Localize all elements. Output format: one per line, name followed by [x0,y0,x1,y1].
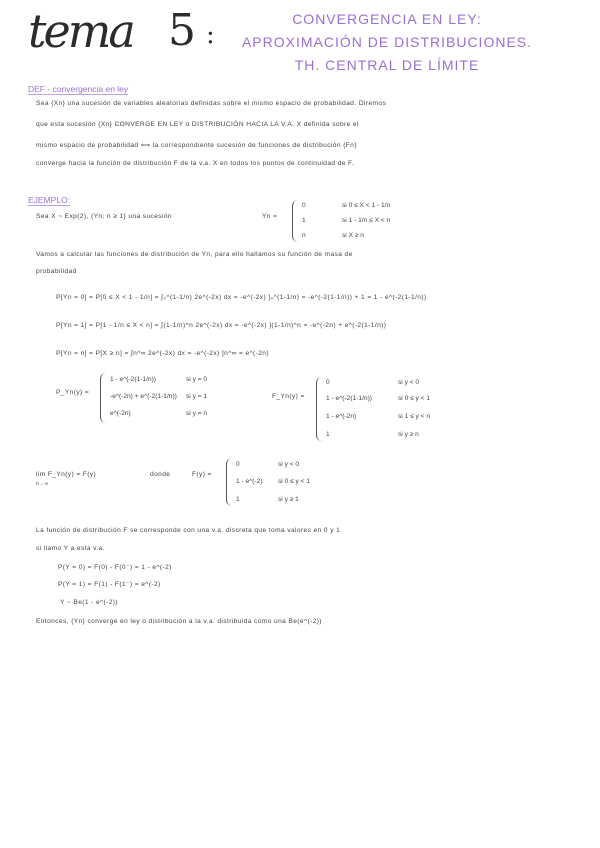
case-condition: si y = n [186,410,208,417]
case-condition: si y ≥ n [398,431,419,438]
brace-icon [316,377,323,441]
definition-line: mismo espacio de probabilidad ⟺ la correspondiente sucesión de funciones de distribución {Fn} [36,142,357,149]
y-probability: P(Y = 0) = F(0) - F(0⁻) = 1 - e^(-2) [58,564,172,571]
probability-line: P[Yn = 1] = P[1 - 1/n ≤ X < n] = ∫(1-1/n)^n 2e^(-2x) dx = -e^(-2x) ](1-1/n)^n = -e^(-2n) + e^(-2(1-1/n)) [56,322,387,329]
case-value: 1 [236,496,240,503]
example-heading: EJEMPLO: [28,195,71,205]
definition-line: converge hacia la función de distribución F de la v.a. X en todos los puntos de continuidad de F. [36,160,354,167]
case-value: 0 [302,202,306,209]
case-condition: si y = 0 [186,376,208,383]
pmf-label: P_Yn(y) = [56,389,90,396]
case-condition: si 0 ≤ y < 1 [278,478,311,485]
title-number: 5 [168,5,196,56]
cdf-label: F_Yn(y) = [272,393,305,400]
case-condition: si y ≥ 1 [278,496,299,503]
pmf-definition [100,373,270,425]
case-condition: si 0 ≤ y < 1 [398,395,431,402]
limit-donde: donde [150,471,171,478]
chapter-title-line: APROXIMACIÓN DE DISTRIBUCIONES. [241,34,533,50]
probability-line: P[Yn = n] = P[X ≥ n] = ∫n^∞ 2e^(-2x) dx = -e^(-2x) ]n^∞ = e^(-2n) [56,350,269,357]
case-value: 1 - e^(-2(1-1/n)) [326,395,372,402]
limit-f-definition [226,458,376,508]
chapter-title-line: CONVERGENCIA EN LEY: [292,11,482,27]
limit-expression: lim F_Yn(y) = F(y) [36,471,97,478]
case-condition: si y = 1 [186,393,208,400]
limit-f-label: F(y) = [192,471,212,478]
example-text: Vamos a calcular las funciones de distribución de Yn, para ello hallamos su función de masa de [36,251,353,258]
brace-icon [226,458,233,506]
yn-definition [292,200,492,244]
chapter-title-line: TH. CENTRAL DE LÍMITE [294,57,480,73]
cdf-definition [316,377,496,443]
case-condition: si 0 ≤ X < 1 - 1/n [342,202,391,209]
example-text: La función de distribución F se corresponde con una v.a. discreta que toma valores en 0 y 1 [36,527,341,534]
case-value: 0 [236,461,240,468]
case-value: 1 - e^(-2(1-1/n)) [110,376,156,383]
brace-icon [100,373,107,423]
example-intro: Sea X ~ Exp(2), {Yn; n ≥ 1} una sucesión [36,213,173,220]
case-condition: si X ≥ n [342,232,364,239]
case-value: 1 [326,431,330,438]
limit-subscript: n→∞ [36,481,49,487]
case-value: 1 - e^(-2n) [326,413,357,420]
conclusion: Entonces, {Yn} converge en ley o distribución a la v.a. distribuida como una Be(e^(-2)) [36,618,322,625]
case-value: n [302,232,306,239]
y-probability: P(Y = 1) = F(1) - F(1⁻) = e^(-2) [58,581,161,588]
definition-line: que esta sucesión {Xn} CONVERGE EN LEY o DISTRIBUCIÓN HACIA LA V.A. X definida sobre el [36,121,359,128]
definition-heading: DEF - convergencia en ley [28,84,129,94]
title-tema: tema [28,4,133,58]
y-distribution: Y ~ Be(1 - e^(-2)) [60,599,118,606]
chapter-title [222,8,552,77]
brace-icon [292,200,299,242]
case-condition: si 1 ≤ y < n [398,413,431,420]
case-condition: si y < 0 [278,461,300,468]
case-condition: si 1 - 1/n ≤ X < n [342,217,391,224]
title-colon: : [206,20,215,50]
case-value: 0 [326,379,330,386]
yn-label: Yn = [262,213,278,220]
case-value: 1 [302,217,306,224]
case-condition: si y < 0 [398,379,420,386]
definition-line: Sea {Xn} una sucesión de variables aleatorias definidas sobre el mismo espacio de probabilidad. Diremos [36,100,387,107]
case-value: 1 - e^(-2) [236,478,263,485]
probability-line: P[Yn = 0] = P[0 ≤ X < 1 - 1/n] = ∫₀^(1-1/n) 2e^(-2x) dx = -e^(-2x) ]₀^(1-1/n) = -e^(-2(1-1/n)) + 1 = 1 - e^(-2(1-1/n)) [56,294,427,301]
example-text: probabilidad [36,268,77,275]
case-value: -e^(-2n) + e^(-2(1-1/n)) [110,393,177,400]
example-text: si llamo Y a esta v.a. [36,545,105,552]
case-value: e^(-2n) [110,410,131,417]
